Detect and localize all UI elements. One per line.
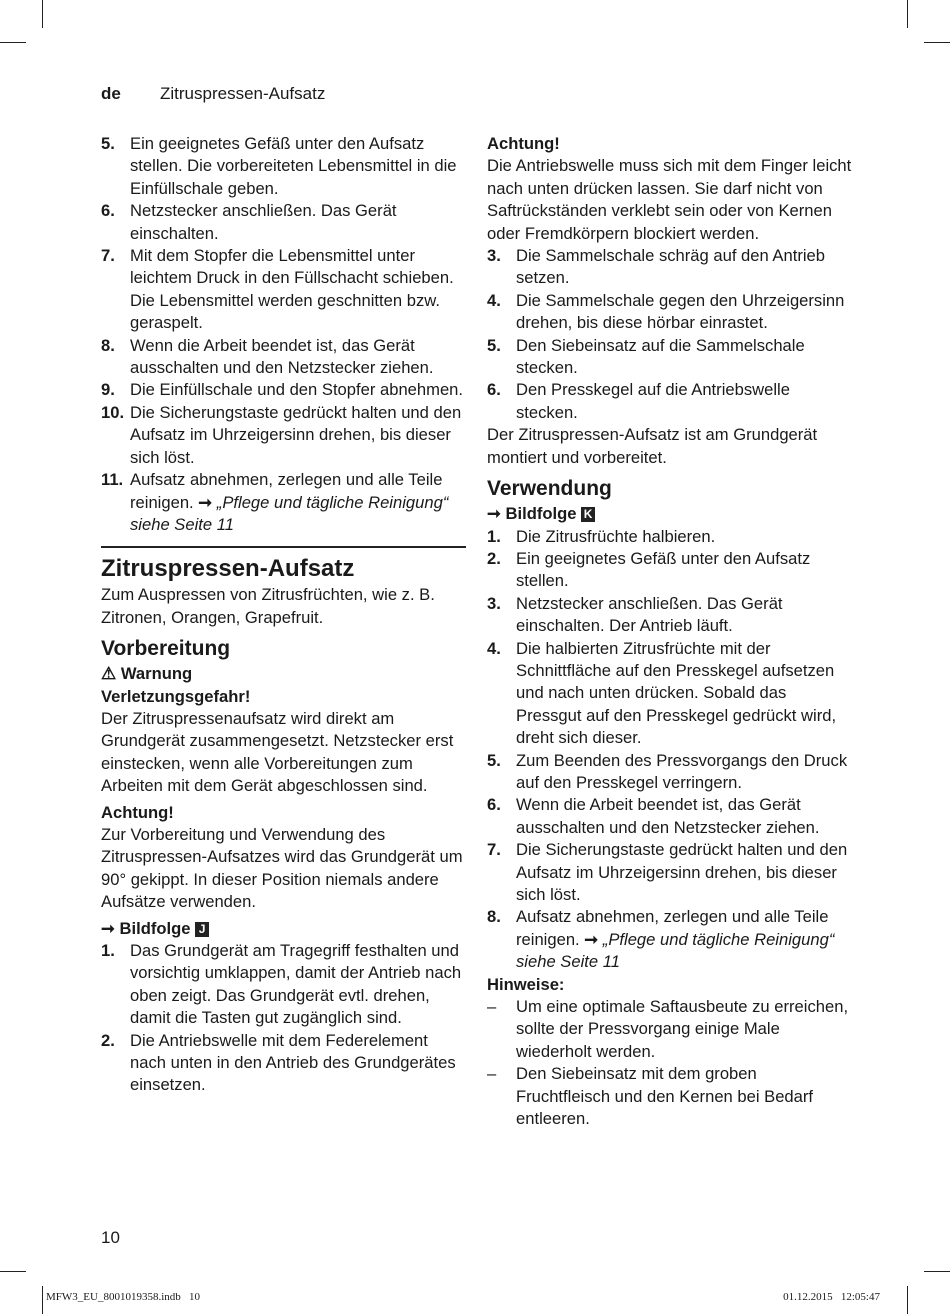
- arrow-right-icon: ➞: [487, 504, 501, 524]
- section-title: Zitruspressen-Aufsatz: [101, 546, 466, 584]
- warning-triangle-icon: ⚠: [101, 664, 117, 684]
- notes-heading: Hinweise:: [487, 974, 565, 994]
- warning-text: Der Zitruspressenaufsatz wird direkt am Grundgerät zusammengesetzt. Netzstecker erst einstecken, wenn alle Vorbereitungen zum Arbeiten mit dem Gerät abgeschlossen sind.: [101, 708, 454, 796]
- list-item: 1. Das Grundgerät am Tragegriff festhalten und vorsichtig umklappen, damit der Antrieb nach oben zeigt. Das Grundgerät evtl. drehen, damit die Tasten gut zugänglich sind.: [101, 941, 462, 1028]
- crop-mark: [0, 42, 26, 43]
- figure-letter: K: [581, 507, 595, 522]
- section-intro: Zum Auspressen von Zitrusfrüchten, wie z. B. Zitronen, Orangen, Grapefruit.: [101, 585, 435, 627]
- list-item: 6. Den Presskegel auf die Antriebswelle stecken.: [487, 380, 790, 422]
- list-item: 4. Die Sammelschale gegen den Uhrzeigersinn drehen, bis diese hörbar einrastet.: [487, 290, 845, 333]
- caution-text: Zur Vorbereitung und Verwendung des Zitruspressen-Aufsatzes wird das Grundgerät um 90° gekippt. In dieser Position niemals andere Aufsätze verwenden.: [101, 824, 463, 912]
- arrow-right-icon: ➞: [101, 918, 115, 938]
- caution-heading: Achtung!: [101, 802, 174, 822]
- arrow-right-icon: ➞: [198, 492, 213, 512]
- crop-mark: [924, 42, 950, 43]
- list-item: 8. Aufsatz abnehmen, zerlegen und alle Teile reinigen. ➞ „Pflege und tägliche Reinigung“ siehe Seite 11: [487, 907, 835, 972]
- steps-list: [101, 940, 466, 1097]
- crop-mark: [907, 1286, 908, 1314]
- caution-text: Die Antriebswelle muss sich mit dem Finger leicht nach unten drücken lassen. Sie darf nicht von Saftrückständen verklebt sein oder von Kernen oder Fremdkörpern blockiert werden.: [487, 156, 852, 243]
- list-item: 3. Die Sammelschale schräg auf den Antrieb setzen.: [487, 246, 825, 288]
- steps-list-continued: [487, 245, 852, 424]
- caution-heading: Achtung!: [487, 134, 560, 153]
- list-item: 2. Die Antriebswelle mit dem Federelement nach unten in den Antrieb des Grundgerätes einsetzen.: [101, 1030, 456, 1095]
- list-item: 9. Die Einfüllschale und den Stopfer abnehmen.: [101, 380, 464, 400]
- language-code: de: [101, 84, 121, 103]
- list-item: 5. Zum Beenden des Pressvorgangs den Druck auf den Presskegel verringern.: [487, 750, 848, 792]
- list-item: 8. Wenn die Arbeit beendet ist, das Gerät ausschalten und den Netzstecker ziehen.: [101, 335, 434, 378]
- list-item: 11. Aufsatz abnehmen, zerlegen und alle Teile reinigen. ➞ „Pflege und tägliche Reinigung“ siehe Seite 11: [101, 470, 449, 534]
- mounted-text: Der Zitruspressen-Aufsatz ist am Grundgerät montiert und vorbereitet.: [487, 425, 818, 467]
- warning-label: ⚠ Warnung: [101, 664, 193, 684]
- right-column: [487, 133, 852, 1130]
- list-item: 7. Die Sicherungstaste gedrückt halten und den Aufsatz im Uhrzeigersinn drehen, bis dieser sich löst.: [487, 840, 848, 904]
- subsection-title: Vorbereitung: [101, 637, 231, 661]
- footer-file: MFW3_EU_8001019358.indb 10: [46, 1291, 200, 1303]
- warning-heading: Verletzungsgefahr!: [101, 686, 251, 706]
- cross-reference: „Pflege und tägliche Reinigung“ siehe Seite 11: [130, 492, 449, 534]
- header-title: Zitruspressen-Aufsatz: [160, 84, 326, 103]
- list-item: 6. Netzstecker anschließen. Das Gerät einschalten.: [101, 201, 397, 243]
- list-item: 1. Die Zitrusfrüchte halbieren.: [487, 526, 716, 546]
- list-item: 7. Mit dem Stopfer die Lebensmittel unter leichtem Druck in den Füllschacht schieben. Die Lebensmittel werden geschnitten bzw. geraspelt.: [101, 246, 454, 333]
- crop-mark: [42, 1286, 43, 1314]
- figure-sequence: ➞ Bildfolge J: [101, 918, 466, 940]
- list-item: 5. Ein geeignetes Gefäß unter den Aufsatz stellen. Die vorbereiteten Lebensmittel in die Einfüllschale geben.: [101, 134, 457, 198]
- list-item: 3. Netzstecker anschließen. Das Gerät einschalten. Der Antrieb läuft.: [487, 593, 783, 636]
- running-header: [101, 84, 326, 104]
- left-column: [101, 133, 466, 1097]
- crop-mark: [0, 1271, 26, 1272]
- list-item: 4. Die halbierten Zitrusfrüchte mit der Schnittfläche auf den Presskegel aufsetzen und nach unten drücken. Sobald das Pressgut auf den Presskegel gedrückt wird, dreht sich dieser.: [487, 638, 837, 748]
- list-item: 2. Ein geeignetes Gefäß unter den Aufsatz stellen.: [487, 548, 811, 591]
- steps-list: [487, 526, 852, 974]
- crop-mark: [924, 1271, 950, 1272]
- figure-letter: J: [195, 922, 209, 937]
- list-item: 10. Die Sicherungstaste gedrückt halten und den Aufsatz im Uhrzeigersinn drehen, bis dieser sich löst.: [101, 402, 462, 467]
- notes-list: [487, 996, 852, 1130]
- list-item: – Den Siebeinsatz mit dem groben Fruchtfleisch und den Kernen bei Bedarf entleeren.: [487, 1064, 814, 1129]
- page-number: 10: [101, 1228, 120, 1247]
- footer-date: 01.12.2015 12:05:47: [783, 1291, 880, 1303]
- crop-mark: [42, 0, 43, 28]
- figure-sequence: ➞ Bildfolge K: [487, 503, 852, 525]
- cross-reference: „Pflege und tägliche Reinigung“ siehe Seite 11: [516, 929, 835, 972]
- list-item: – Um eine optimale Saftausbeute zu erreichen, sollte der Pressvorgang einige Male wiederholt werden.: [487, 997, 849, 1061]
- crop-mark: [907, 0, 908, 28]
- steps-list-continued: [101, 133, 466, 536]
- list-item: 6. Wenn die Arbeit beendet ist, das Gerät ausschalten und den Netzstecker ziehen.: [487, 795, 820, 837]
- list-item: 5. Den Siebeinsatz auf die Sammelschale stecken.: [487, 335, 805, 378]
- subsection-title: Verwendung: [487, 477, 612, 501]
- arrow-right-icon: ➞: [584, 929, 599, 949]
